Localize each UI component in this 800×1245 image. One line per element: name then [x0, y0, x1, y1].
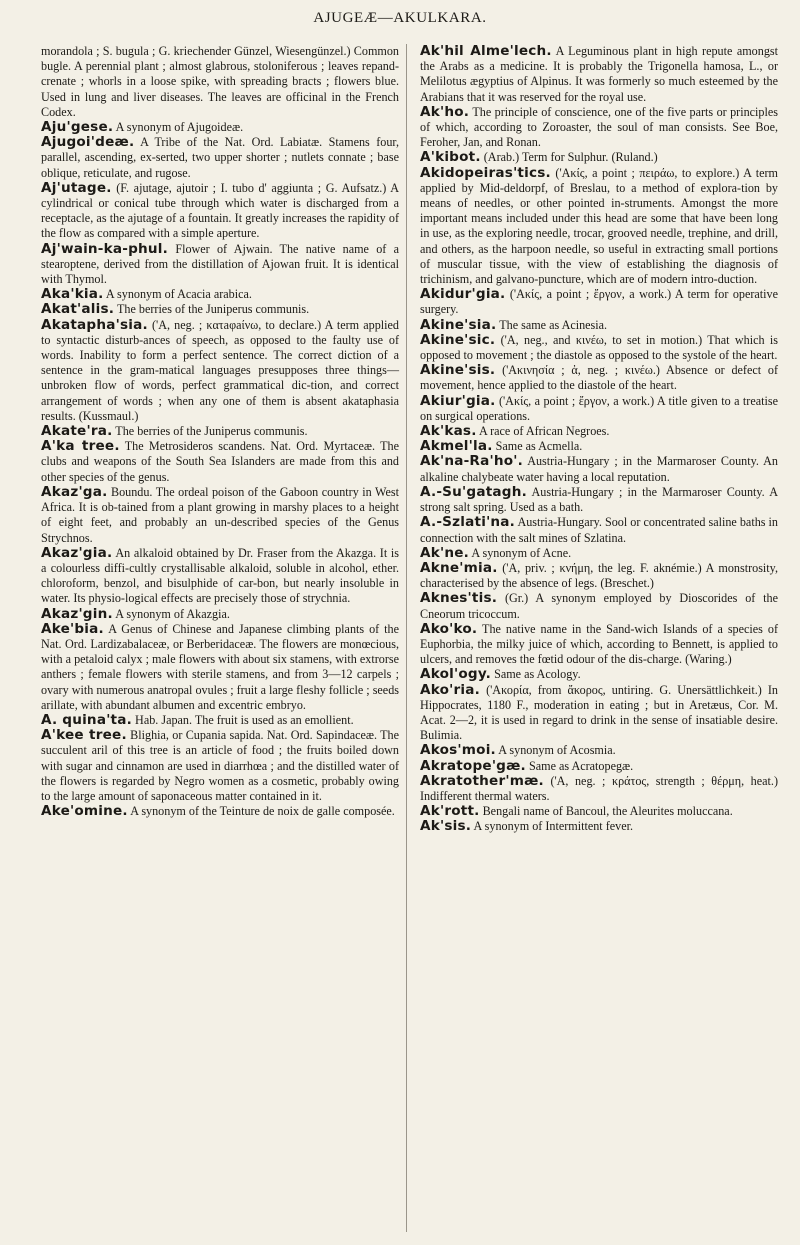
entry-headword: Akiur'gia. [420, 392, 496, 409]
dictionary-entry [41, 242, 399, 288]
entry-text: Same as Acmella. [495, 439, 583, 454]
entry-headword: Akidur'gia. [420, 286, 506, 303]
dictionary-entry [41, 546, 399, 607]
entry-headword: Ak'na-Ra'ho'. [420, 453, 523, 470]
entry-text: A Tribe of the Nat. Ord. Labiatæ. Stamens four, parallel, ascending, ex-serted, two upper shorter ; nutlets connate ; base oblique, reticulate, and rugose. [41, 135, 399, 180]
dictionary-entry [41, 424, 399, 439]
dictionary-entry [420, 318, 778, 333]
entry-text: Hab. Japan. The fruit is used as an emollient. [135, 712, 354, 727]
dictionary-entry-continuation [41, 44, 399, 120]
entry-text: The principle of conscience, one of the five parts or principles of which, according to Zoroaster, the soul of man consists. See Boe, Feroher, Jan, and Ronan. [420, 104, 778, 150]
dictionary-entry [420, 515, 778, 545]
dictionary-entry [420, 44, 778, 105]
entry-headword: Akratope'gæ. [420, 757, 526, 774]
dictionary-entry [420, 287, 778, 317]
dictionary-entry [420, 759, 778, 774]
column-divider [406, 44, 407, 1232]
entry-headword: Akol'ogy. [420, 666, 492, 683]
dictionary-entry [420, 333, 778, 363]
entry-headword: Aju'gese. [41, 119, 114, 136]
entry-headword: Akaz'gia. [41, 544, 113, 561]
dictionary-entry [420, 667, 778, 682]
entry-headword: Ak'hil Alme'lech. [420, 43, 552, 59]
entry-text: A race of African Negroes. [478, 424, 610, 439]
entry-text: An alkaloid obtained by Dr. Fraser from the Akazga. It is a colourless diffi-cultly crystallisable alkaloid, soluble in alcohol, ether. chloroform, benzol, and bisulphide of car-bon, but nearly insoluble in water. Its physio-logical effects are precisely those of strychnia. [41, 545, 399, 606]
entry-text: ('Aκίς, a point ; ἔργον, a work.) A term for operative surgery. [420, 287, 778, 317]
dictionary-entry [41, 135, 399, 181]
entry-headword: Akos'moi. [420, 742, 496, 759]
entry-text: Austria-Hungary. Sool or concentrated saline baths in connection with the salt mines of Szlatina. [420, 515, 778, 545]
entry-headword: Ak'ho. [420, 103, 470, 120]
dictionary-entry [420, 819, 778, 834]
dictionary-entry [41, 713, 399, 728]
left-column [41, 44, 399, 819]
entry-text: A synonym of Ajugoideæ. [115, 120, 244, 135]
entry-headword: A.-Szlati'na. [420, 514, 516, 531]
dictionary-entry [41, 181, 399, 242]
dictionary-entry [420, 439, 778, 454]
dictionary-entry [41, 607, 399, 622]
dictionary-entry [41, 804, 399, 819]
right-column [420, 44, 778, 835]
entry-text: A synonym of Acacia arabica. [105, 287, 252, 302]
entry-text: ('Aκίς, a point ; ἔργον, a work.) A title given to a treatise on surgical operations. [420, 393, 778, 423]
dictionary-entry [420, 561, 778, 591]
dictionary-entry [41, 439, 399, 485]
entry-text: The berries of the Juniperus communis. [116, 302, 310, 317]
entry-text: (F. ajutage, ajutoir ; I. tubo d' aggiunta ; G. Aufsatz.) A cylindrical or conical tube through which water is discharged from a receptacle, as the ajutage of a fountain. It greatly increases the rapidity of the flow as compared with a simple aperture. [41, 180, 399, 241]
entry-headword: Ako'ria. [420, 681, 480, 698]
entry-headword: Akaz'ga. [41, 483, 108, 500]
dictionary-entry [420, 546, 778, 561]
dictionary-entry [41, 728, 399, 804]
dictionary-entry [420, 774, 778, 804]
dictionary-entry [41, 287, 399, 302]
entry-text: Same as Acratopegæ. [528, 758, 634, 773]
entry-text: morandola ; S. bugula ; G. kriechender Günzel, Wiesengünzel.) Common bugle. A perennial plant ; almost glabrous, stoloniferous ; leaves repand-crenate ; whorls in a loose spike, with spreading bracts ; flowers blue. Used in lung and liver diseases. The leaves are officinal in the French Codex. [41, 44, 399, 119]
dictionary-entry [41, 302, 399, 317]
entry-headword: Akidopeiras'tics. [420, 164, 551, 181]
entry-text: ('Aκίς, a point ; πειράω, to explore.) A term applied by Mid-deldorpf, of Breslau, to a method of explora-tion by means of needles, or other pointed in-struments. Amongst the more important means included under this head are some that have been long in use, as the exploring needle, trocar, grooved needle, trephine, and drill, and others, as the harpoon needle, so useful in extracting small portions of muscular tissue, with the view of establishing the diagnosis of trichinism, and galvano-puncture, which are of modern intro-duction. [420, 165, 778, 287]
entry-headword: A.-Su'gatagh. [420, 483, 527, 500]
dictionary-entry [41, 318, 399, 424]
entry-headword: A. quina'ta. [41, 711, 132, 728]
dictionary-entry [41, 622, 399, 713]
entry-headword: Akratother'mæ. [420, 772, 544, 789]
entry-text: Blighia, or Cupania sapida. Nat. Ord. Sapindaceæ. The succulent aril of this tree is an article of food ; the fruits boiled down with sugar and cinnamon are used in diarrhœa ; and the distilled water of the flowers is regarded by Negro women as a cosmetic, probably owing to the large amount of saponaceous matter contained in it. [41, 728, 399, 803]
entry-text: ('A, priv. ; κνήμη, the leg. F. aknémie.) A monstrosity, characterised by the absence of legs. (Breschet.) [420, 560, 778, 591]
dictionary-entry [420, 105, 778, 151]
entry-text: Austria-Hungary ; in the Marmaroser County. An alkaline chalybeate water having a local reputation. [420, 454, 778, 484]
entry-headword: Akatapha'sia. [41, 316, 148, 333]
entry-text: (Gr.) A synonym employed by Dioscorides of the Cneorum tricoccum. [420, 591, 778, 621]
dictionary-entry [41, 120, 399, 135]
entry-text: A Genus of Chinese and Japanese climbing plants of the Nat. Ord. Lardizabalaceæ, or Berberidaceæ. The flowers are monœcious, with a petaloid calyx ; male flowers with about six stamens, with extrorse anthers ; female flowers with sterile stamens, and from 3—12 carpels ; ovary with numerous anatropal ovules ; fruit a large fleshy follicle ; seeds arillate, with abundant albumen and excentric embryo. [41, 621, 399, 712]
entry-text: (Arab.) Term for Sulphur. (Ruland.) [483, 150, 658, 165]
entry-headword: Ako'ko. [420, 620, 478, 637]
entry-headword: Ak'rott. [420, 803, 480, 820]
entry-headword: Ak'kas. [420, 423, 477, 440]
dictionary-entry [420, 394, 778, 424]
entry-text: Flower of Ajwain. The native name of a stearoptene, derived from the distillation of Ajowan fruit. It is identical with Thymol. [41, 241, 399, 287]
dictionary-entry [420, 683, 778, 744]
entry-headword: Aknes'tis. [420, 590, 498, 607]
page-header: AJUGEÆ—AKULKARA. [313, 10, 487, 26]
entry-headword: Akne'mia. [420, 559, 498, 576]
dictionary-entry [420, 743, 778, 758]
entry-headword: Akat'alis. [41, 301, 115, 318]
entry-text: A synonym of Intermittent fever. [473, 819, 633, 834]
dictionary-entry [420, 485, 778, 515]
entry-text: Bengali name of Bancoul, the Aleurites moluccana. [482, 804, 733, 819]
dictionary-entry [420, 622, 778, 668]
dictionary-entry [420, 454, 778, 484]
entry-headword: Ake'bia. [41, 620, 104, 637]
entry-text: The same as Acinesia. [499, 317, 608, 332]
entry-text: ('Aκινησία ; ἀ, neg. ; κινέω.) Absence or defect of movement, hence applied to the diastole of the heart. [420, 363, 778, 393]
entry-headword: Akmel'la. [420, 438, 493, 455]
entry-headword: Ak'ne. [420, 544, 469, 561]
entry-headword: Akine'sic. [420, 331, 496, 348]
dictionary-entry [420, 150, 778, 165]
entry-headword: Akate'ra. [41, 423, 113, 440]
entry-headword: Aj'wain-ka-phul. [41, 240, 169, 257]
entry-headword: Aka'kia. [41, 286, 104, 303]
entry-text: The berries of the Juniperus communis. [115, 424, 308, 439]
entry-headword: Aj'utage. [41, 179, 112, 196]
dictionary-entry [420, 591, 778, 621]
entry-text: ('A, neg., and κινέω, to set in motion.) That which is opposed to movement ; the diastole as opposed to the systole of the heart. [420, 332, 778, 363]
dictionary-entry [420, 363, 778, 393]
dictionary-entry [420, 804, 778, 819]
entry-headword: A'kibot. [420, 149, 481, 166]
entry-text: A synonym of Akazgia. [115, 606, 230, 621]
dictionary-entry [420, 166, 778, 288]
entry-text: Same as Acology. [494, 667, 581, 682]
entry-text: Boundu. The ordeal poison of the Gaboon country in West Africa. It is ob-tained from a plant growing in marshy places to a height of eight feet, and probably an un-described species of the Genus Strychnos. [41, 484, 399, 545]
entry-text: The Metrosideros scandens. Nat. Ord. Myrtaceæ. The clubs and weapons of the South Sea Islanders are made from this and other species of the genus. [41, 439, 399, 484]
entry-text: ('A, neg. ; κράτος, strength ; θέρμη, heat.) Indifferent thermal waters. [420, 773, 778, 803]
entry-headword: Ake'omine. [41, 803, 128, 820]
entry-text: A synonym of Acosmia. [498, 743, 616, 758]
dictionary-entry [41, 485, 399, 546]
dictionary-entry [420, 424, 778, 439]
entry-headword: Ak'sis. [420, 818, 472, 835]
entry-text: ('A, neg. ; κατaφaίνω, to declare.) A term applied to syntactic disturb-ances of speech, as opposed to the faulty use of words. Inability to form a perfect sentence. The correct diction of a sentence in the gram-matical languages presupposes three things— unbroken flow of words, perfect grammatical dic-tion, and correct arrangement of words ; when any one of them is absent akataphasia results. (Kussmaul.) [41, 317, 399, 423]
entry-text: The native name in the Sand-wich Islands of a species of Euphorbia, the milky juice of which, according to Bennett, is applied to ulcers, and removes the fœtid odour of the dis-charge. (Waring.) [420, 621, 778, 667]
entry-text: A synonym of Acne. [471, 545, 572, 560]
entry-text: Austria-Hungary ; in the Marmaroser County. A strong salt spring. Used as a bath. [420, 484, 778, 515]
entry-text: A synonym of the Teinture de noix de galle composée. [130, 804, 395, 819]
entry-headword: Akine'sia. [420, 316, 497, 333]
entry-headword: A'kee tree. [41, 727, 127, 744]
entry-headword: Akaz'gin. [41, 605, 113, 622]
entry-headword: A'ka tree. [41, 438, 120, 455]
entry-text: A Leguminous plant in high repute amongst the Arabs as a medicine. It is probably the Trigonella hamosa, L., or Melilotus ægyptius of Alpinus. It was formerly so much esteemed by the Arabians that it was reserved for the royal use. [420, 44, 778, 104]
entry-headword: Akine'sis. [420, 362, 496, 379]
entry-text: ('Aκορία, from ἄκορος, untiring. G. Unersättlichkeit.) In Hippocrates, 1180 F., moderation in eating ; but in Aretæus, Cor. M. Acat. 2—2, it is used in regard to drink in the sense of insatiable desire. Bulimia. [420, 682, 778, 743]
entry-headword: Ajugoi'deæ. [41, 134, 135, 151]
